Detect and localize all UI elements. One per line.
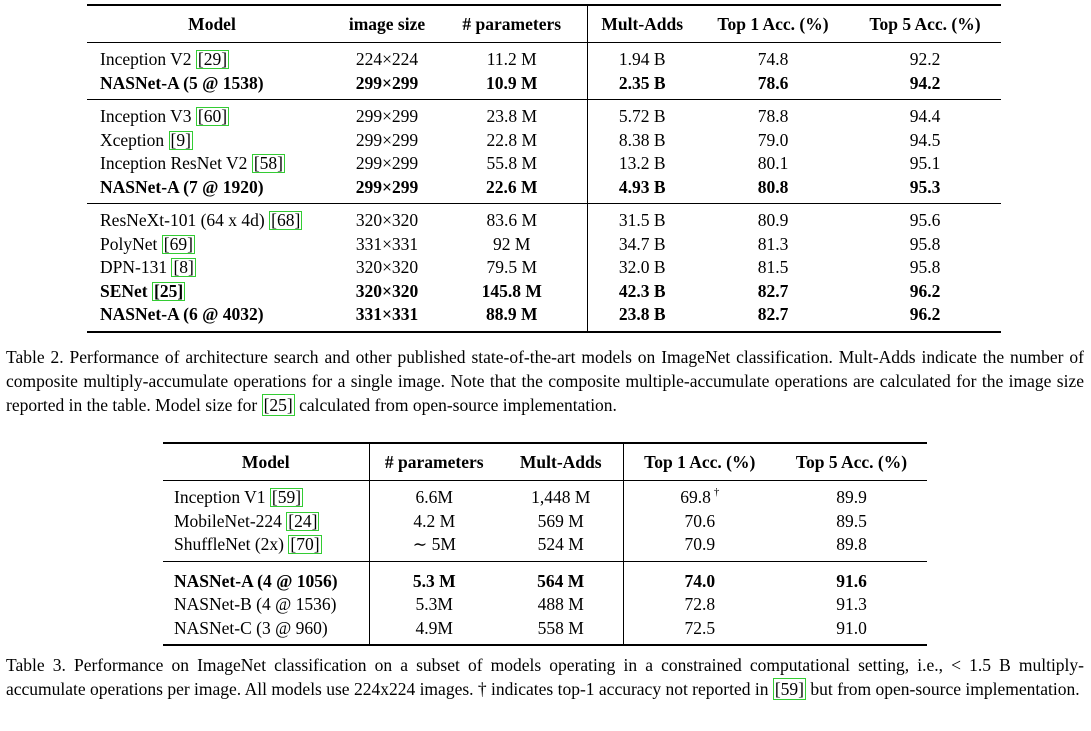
top1-value: 72.8 (684, 594, 716, 614)
model-cell (87, 152, 337, 176)
top1-value: 70.9 (684, 534, 716, 554)
top5-cell: 95.8 (909, 257, 941, 277)
params-cell: 22.6 M (437, 176, 587, 204)
top5-cell: 92.2 (909, 49, 941, 69)
column-header: # parameters (437, 5, 587, 43)
top5-cell: 89.5 (836, 510, 867, 531)
mult-adds-cell: 558 M (499, 617, 623, 646)
model-name: NASNet-A (7 @ 1920) (100, 176, 264, 197)
column-header: Model (188, 14, 236, 34)
top5-cell: 94.2 (909, 72, 941, 93)
model-cell (87, 176, 337, 204)
top5-cell: 95.3 (909, 176, 941, 197)
top1-value: 74.0 (684, 570, 716, 591)
mult-adds-cell: 32.0 B (618, 257, 666, 277)
table-row (163, 481, 927, 510)
table-row (163, 510, 927, 534)
top1-value: 69.8 (680, 487, 711, 507)
params-cell: 10.9 M (437, 72, 587, 100)
table-header-row (87, 5, 1001, 43)
top1-cell (623, 481, 776, 510)
caption-text: Table 3. Performance on ImageNet classification on a subset of models operating in a constrained computational setting, i.e., < 1.5 B multiply-accumulate operations per image. All models use 224x224 images. † indicates top-1 accuracy not reported in (6, 655, 1084, 699)
column-header: Top 5 Acc. (%) (869, 14, 981, 34)
table-row (163, 561, 927, 593)
column-header: # parameters (384, 452, 484, 472)
params-cell: 92 M (437, 233, 587, 257)
model-name: NASNet-C (3 @ 960) (174, 617, 328, 638)
top1-cell: 80.8 (757, 176, 789, 197)
model-name: SENet (100, 280, 148, 301)
top5-cell: 89.8 (836, 534, 867, 554)
top1-cell: 78.8 (757, 106, 789, 126)
citation-link[interactable]: [8] (173, 257, 194, 277)
citation-link[interactable]: [70] (290, 534, 320, 554)
model-name: NASNet-B (4 @ 1536) (174, 594, 337, 614)
model-name: Inception V2 (100, 49, 192, 69)
model-cell (87, 43, 337, 72)
top1-cell (623, 561, 776, 593)
params-cell: 83.6 M (437, 204, 587, 233)
top1-cell: 78.6 (757, 72, 789, 93)
params-cell: 6.6M (415, 487, 453, 507)
citation-number: 8 (179, 257, 189, 277)
table-3-caption (6, 653, 1084, 701)
citation-number: 24 (294, 510, 312, 531)
citation-number: 58 (259, 153, 278, 173)
params-cell: 88.9 M (437, 303, 587, 332)
table-header-row (163, 443, 927, 481)
table-row (87, 152, 1001, 176)
column-header: Mult-Adds (499, 443, 623, 481)
top5-cell: 91.0 (836, 617, 867, 638)
image-size-cell: 299×299 (355, 176, 419, 197)
model-name: NASNet-A (6 @ 4032) (100, 304, 264, 324)
citation-number: 59 (277, 487, 296, 507)
model-name: ResNeXt-101 (64 x 4d) (100, 210, 265, 230)
model-cell (163, 593, 369, 617)
caption-text: calculated from open-source implementation. (294, 395, 617, 415)
mult-adds-cell: 8.38 B (618, 129, 666, 150)
column-header: Top 5 Acc. (%) (795, 452, 908, 472)
top5-cell: 91.3 (836, 594, 867, 614)
image-size-cell: 331×331 (355, 233, 419, 254)
table-group (87, 43, 1001, 100)
params-cell: 79.5 M (437, 256, 587, 280)
citation-number: 69 (169, 233, 188, 254)
image-size-cell: 299×299 (355, 72, 419, 93)
params-cell: 5.3M (415, 594, 453, 614)
citation-number: 68 (276, 210, 295, 230)
mult-adds-cell: 524 M (499, 533, 623, 561)
table-group (163, 481, 927, 562)
model-cell (87, 72, 337, 100)
top5-cell: 94.4 (909, 106, 941, 126)
top1-cell (623, 593, 776, 617)
params-cell: 145.8 M (437, 280, 587, 304)
top1-cell: 80.1 (757, 153, 789, 173)
top5-cell: 95.1 (909, 153, 941, 173)
top1-value: 70.6 (684, 510, 716, 531)
citation-link[interactable]: [9] (170, 129, 191, 150)
top5-cell: 96.2 (909, 280, 941, 301)
top1-cell: 74.8 (757, 49, 789, 69)
citation-link[interactable]: [68] (271, 210, 301, 230)
image-size-cell: 320×320 (355, 210, 419, 230)
column-header: Model (163, 443, 369, 481)
model-name: MobileNet-224 (174, 510, 282, 531)
table-row (87, 280, 1001, 304)
image-size-cell: 299×299 (355, 106, 419, 126)
citation-link[interactable]: [69] (163, 233, 193, 254)
top5-cell: 91.6 (836, 570, 867, 591)
table-row (87, 256, 1001, 280)
top1-cell: 81.3 (757, 233, 789, 254)
mult-adds-cell: 34.7 B (618, 233, 666, 254)
model-cell (87, 303, 337, 332)
mult-adds-cell: 564 M (499, 561, 623, 593)
table-row (163, 617, 927, 646)
citation-link[interactable]: [25] (263, 395, 293, 415)
top1-value: 72.5 (684, 617, 716, 638)
table-group (87, 204, 1001, 332)
mult-adds-cell: 31.5 B (618, 210, 666, 230)
top5-cell: 95.8 (909, 233, 941, 254)
mult-adds-cell: 1.94 B (618, 49, 666, 69)
model-cell (163, 617, 369, 646)
table-row (87, 72, 1001, 100)
model-name: Xception (100, 129, 165, 150)
mult-adds-cell: 569 M (499, 510, 623, 534)
table-2-caption (6, 345, 1084, 417)
model-cell (87, 233, 337, 257)
mult-adds-cell: 2.35 B (618, 72, 666, 93)
model-name: Inception V1 (174, 487, 266, 507)
citation-link[interactable]: [59] (774, 679, 805, 699)
top1-cell (623, 617, 776, 646)
column-header: Top 1 Acc. (%) (644, 452, 756, 472)
params-cell: 22.8 M (437, 129, 587, 153)
model-name: NASNet-A (5 @ 1538) (100, 72, 264, 93)
model-name: DPN-131 (100, 257, 168, 277)
model-name: Inception ResNet V2 (100, 153, 248, 173)
citation-number: 9 (176, 129, 186, 150)
model-cell (87, 129, 337, 153)
caption-text: Table 2. Performance of architecture search and other published state-of-the-art models on ImageNet classification. Mult-Adds indicate the number of composite multiply-accumulate operations for a single image. Note that the composite multiple-accumulate operations are calculated for the image size reported in the table. Model size for (6, 347, 1084, 415)
model-cell (163, 481, 369, 510)
citation-link[interactable]: [29] (197, 49, 228, 69)
model-cell (163, 510, 369, 534)
top1-cell: 81.5 (757, 257, 789, 277)
model-cell (87, 100, 337, 129)
table-group (163, 561, 927, 645)
column-header: Top 1 Acc. (%) (717, 14, 829, 34)
top1-cell (623, 510, 776, 534)
params-cell: 4.9M (415, 617, 453, 638)
table-row (87, 129, 1001, 153)
top5-cell: 95.6 (909, 210, 941, 230)
top1-cell: 79.0 (757, 129, 789, 150)
params-cell: 23.8 M (437, 100, 587, 129)
table-row (87, 100, 1001, 129)
citation-number: 70 (296, 534, 314, 554)
top1-cell (623, 533, 776, 561)
model-name: PolyNet (100, 233, 158, 254)
top5-cell: 96.2 (909, 304, 941, 324)
top5-cell: 89.9 (836, 487, 867, 507)
mult-adds-cell: 1,448 M (499, 481, 623, 510)
model-name: NASNet-A (4 @ 1056) (174, 570, 338, 591)
model-cell (87, 280, 337, 304)
top1-cell: 80.9 (757, 210, 789, 230)
image-size-cell: 299×299 (355, 153, 419, 173)
caption-text: but from open-source implementation. (806, 679, 1080, 699)
column-header: image size (348, 14, 426, 34)
citation-link[interactable]: [59] (271, 487, 302, 507)
model-name: ShuffleNet (2x) (174, 534, 284, 554)
citation-number: 25 (159, 280, 178, 301)
table-row (87, 43, 1001, 72)
table-row (163, 533, 927, 561)
params-cell: 5.3 M (412, 570, 456, 591)
citation-number: 29 (203, 49, 222, 69)
model-cell (87, 204, 337, 233)
params-cell: ∼ 5M (412, 534, 456, 554)
dagger-footnote-mark: † (713, 486, 720, 498)
params-cell: 11.2 M (437, 43, 587, 72)
model-name: Inception V3 (100, 106, 192, 126)
params-cell: 55.8 M (437, 152, 587, 176)
mult-adds-cell: 42.3 B (618, 280, 666, 301)
table-row (163, 593, 927, 617)
citation-link[interactable]: [60] (197, 106, 228, 126)
table-row (87, 176, 1001, 204)
mobile-results-table (163, 442, 927, 646)
params-cell: 4.2 M (413, 510, 456, 531)
image-size-cell: 299×299 (355, 129, 419, 150)
top1-cell: 82.7 (757, 304, 789, 324)
table-row (87, 204, 1001, 233)
mult-adds-cell: 4.93 B (618, 176, 666, 197)
image-size-cell: 320×320 (355, 257, 419, 277)
table-row (87, 233, 1001, 257)
model-cell (163, 533, 369, 561)
column-header: Mult-Adds (601, 14, 684, 34)
table-row (87, 303, 1001, 332)
table-group (87, 100, 1001, 204)
image-size-cell: 320×320 (355, 280, 419, 301)
citation-link[interactable]: [58] (253, 153, 283, 173)
model-cell (87, 256, 337, 280)
mult-adds-cell: 5.72 B (618, 106, 666, 126)
top1-cell: 82.7 (757, 280, 789, 301)
citation-link[interactable]: [24] (288, 510, 318, 531)
imagenet-results-table (87, 4, 1001, 333)
mult-adds-cell: 488 M (499, 593, 623, 617)
mult-adds-cell: 13.2 B (618, 153, 666, 173)
citation-number: 60 (203, 106, 222, 126)
citation-link[interactable]: [25] (154, 280, 184, 301)
top5-cell: 94.5 (909, 129, 941, 150)
image-size-cell: 224×224 (355, 49, 419, 69)
mult-adds-cell: 23.8 B (618, 304, 666, 324)
image-size-cell: 331×331 (355, 304, 419, 324)
model-cell (163, 561, 369, 593)
